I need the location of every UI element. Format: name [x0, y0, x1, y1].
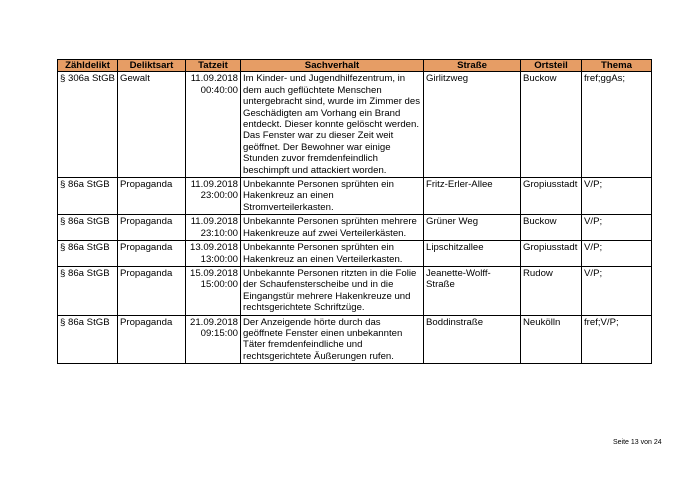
cell-tatzeit	[186, 215, 241, 241]
cell-ortsteil: Gropiusstadt	[521, 178, 582, 215]
cell-thema: V/P;	[582, 178, 652, 215]
tatzeit-date: 11.09.2018	[190, 73, 238, 85]
tatzeit-time: 23:00:00	[200, 190, 238, 202]
table-row	[58, 241, 652, 267]
cell-sachverhalt: Unbekannte Personen sprühten mehrere Hakenkreuze auf zwei Verteilerkästen.	[241, 215, 424, 241]
cell-zaehldelikt: § 86a StGB	[58, 266, 118, 315]
cell-tatzeit	[186, 315, 241, 364]
table-row	[58, 315, 652, 364]
cell-deliktsart: Propaganda	[118, 215, 186, 241]
cell-thema: V/P;	[582, 241, 652, 267]
header-ortsteil: Ortsteil	[521, 60, 582, 72]
cell-ortsteil: Buckow	[521, 215, 582, 241]
cell-strasse: Jeanette-Wolff-Straße	[424, 266, 521, 315]
cell-tatzeit	[186, 266, 241, 315]
header-zaehldelikt: Zähldelikt	[58, 60, 118, 72]
table-row	[58, 178, 652, 215]
cell-tatzeit	[186, 178, 241, 215]
cell-strasse: Lipschitzallee	[424, 241, 521, 267]
tatzeit-date: 11.09.2018	[190, 179, 238, 191]
cell-thema: V/P;	[582, 215, 652, 241]
header-tatzeit: Tatzeit	[186, 60, 241, 72]
cell-ortsteil: Rudow	[521, 266, 582, 315]
cell-deliktsart: Propaganda	[118, 266, 186, 315]
cell-deliktsart: Gewalt	[118, 72, 186, 178]
cell-zaehldelikt: § 86a StGB	[58, 215, 118, 241]
cell-zaehldelikt: § 86a StGB	[58, 241, 118, 267]
cell-thema: fref;V/P;	[582, 315, 652, 364]
tatzeit-time: 00:40:00	[200, 84, 238, 96]
tatzeit-time: 15:00:00	[200, 279, 238, 291]
table-header-row	[58, 60, 652, 72]
cell-deliktsart: Propaganda	[118, 315, 186, 364]
cell-tatzeit	[186, 72, 241, 178]
header-thema: Thema	[582, 60, 652, 72]
cell-strasse: Boddinstraße	[424, 315, 521, 364]
tatzeit-time: 09:15:00	[200, 327, 238, 339]
cell-tatzeit	[186, 241, 241, 267]
tatzeit-date: 13.09.2018	[189, 242, 238, 254]
table-row	[58, 266, 652, 315]
cell-zaehldelikt: § 86a StGB	[58, 315, 118, 364]
cell-zaehldelikt: § 306a StGB	[58, 72, 118, 178]
tatzeit-time: 23:10:00	[200, 227, 238, 239]
cell-ortsteil: Buckow	[521, 72, 582, 178]
cell-deliktsart: Propaganda	[118, 241, 186, 267]
header-deliktsart: Deliktsart	[118, 60, 186, 72]
cell-deliktsart: Propaganda	[118, 178, 186, 215]
header-strasse: Straße	[424, 60, 521, 72]
table-row	[58, 215, 652, 241]
cell-strasse: Girlitzweg	[424, 72, 521, 178]
cell-sachverhalt: Unbekannte Personen sprühten ein Hakenkreuz an einen Verteilerkasten.	[241, 241, 424, 267]
tatzeit-time: 13:00:00	[200, 253, 238, 265]
cell-sachverhalt: Unbekannte Personen sprühten ein Hakenkreuz an einen Stromverteilerkasten.	[241, 178, 424, 215]
cell-ortsteil: Gropiusstadt	[521, 241, 582, 267]
tatzeit-date: 15.09.2018	[189, 267, 238, 279]
tatzeit-date: 21.09.2018	[189, 316, 238, 328]
cell-zaehldelikt: § 86a StGB	[58, 178, 118, 215]
tatzeit-date: 11.09.2018	[190, 216, 238, 228]
cell-strasse: Fritz-Erler-Allee	[424, 178, 521, 215]
header-sachverhalt: Sachverhalt	[241, 60, 424, 72]
table-row	[58, 72, 652, 178]
cell-strasse: Grüner Weg	[424, 215, 521, 241]
cell-sachverhalt: Der Anzeigende hörte durch das geöffnete Fenster einen unbekannten Täter fremdenfeindliche und rechtsgerichtete Äußerungen rufen.	[241, 315, 424, 364]
cell-ortsteil: Neukölln	[521, 315, 582, 364]
incident-table	[57, 59, 652, 364]
cell-sachverhalt: Im Kinder- und Jugendhilfezentrum, in dem auch geflüchtete Menschen untergebracht sind, wurde im Zimmer des Geschädigten am Vorhang ein Brand entdeckt. Dieser konnte gelöscht werden. Das Fenster war zu dieser Zeit weit geöffnet. Der Bewohner war einige Stunden zuvor fremdenfeindlich beschimpft und attackiert worden.	[241, 72, 424, 178]
page-number: Seite 13 von 24	[613, 439, 662, 446]
cell-thema: V/P;	[582, 266, 652, 315]
cell-sachverhalt: Unbekannte Personen ritzten in die Folie der Schaufensterscheibe und in die Eingangstür mehrere Hakenkreuze und rechtsgerichtete Schriftzüge.	[241, 266, 424, 315]
cell-thema: fref;ggAs;	[582, 72, 652, 178]
